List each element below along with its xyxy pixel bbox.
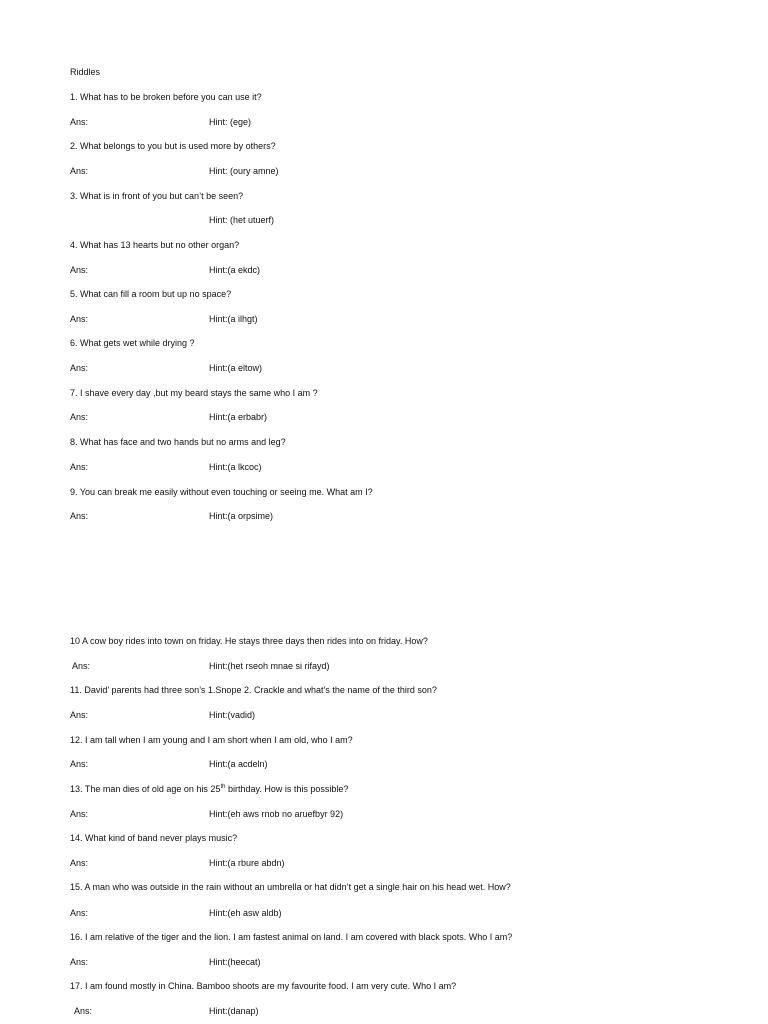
document-title: Riddles — [70, 67, 101, 77]
riddle-hint-7: Hint:(a erbabr) — [209, 412, 268, 422]
riddle-question-13-superscript: th — [220, 784, 226, 790]
riddle-answer-label-9: Ans: — [70, 511, 89, 521]
riddle-hint-1: Hint: (ege) — [209, 117, 252, 127]
riddle-hint-17: Hint:(danap) — [209, 1006, 259, 1016]
riddle-answer-label-10: Ans: — [72, 661, 91, 671]
riddle-hint-10: Hint:(het rseoh mnae si rifayd) — [209, 661, 330, 671]
riddle-question-3: 3. What is in front of you but can’t be seen? — [70, 191, 244, 201]
riddle-question-17: 17. I am found mostly in China. Bamboo shoots are my favourite food. I am very cute. Who I am? — [70, 981, 457, 991]
riddle-answer-label-4: Ans: — [70, 265, 89, 275]
riddle-question-11: 11. David’ parents had three son’s 1.Snope 2. Crackle and what’s the name of the third son? — [70, 685, 437, 695]
riddle-hint-9: Hint:(a orpsime) — [209, 511, 274, 521]
riddle-answer-label-13: Ans: — [70, 809, 89, 819]
riddle-answer-label-15: Ans: — [70, 908, 89, 918]
riddle-hint-11: Hint:(vadid) — [209, 710, 256, 720]
riddle-answer-label-5: Ans: — [70, 314, 89, 324]
riddle-answer-label-17: Ans: — [74, 1006, 93, 1016]
riddle-answer-label-14: Ans: — [70, 858, 89, 868]
riddle-answer-label-8: Ans: — [70, 462, 89, 472]
riddle-hint-5: Hint:(a ilhgt) — [209, 314, 258, 324]
riddle-question-13 — [70, 784, 348, 795]
riddle-question-10: 10 A cow boy rides into town on friday. He stays three days then rides into on friday. How? — [70, 636, 428, 646]
riddle-hint-6: Hint:(a eltow) — [209, 363, 263, 373]
riddle-question-8: 8. What has face and two hands but no arms and leg? — [70, 437, 286, 447]
riddle-hint-2: Hint: (oury amne) — [209, 166, 279, 176]
riddle-question-4: 4. What has 13 hearts but no other organ? — [70, 240, 240, 250]
riddle-hint-12: Hint:(a acdeln) — [209, 759, 268, 769]
riddle-question-6: 6. What gets wet while drying ? — [70, 338, 195, 348]
riddle-answer-label-16: Ans: — [70, 957, 89, 967]
riddle-question-13-start: 13. The man dies of old age on his 25 — [70, 784, 221, 794]
riddle-hint-13: Hint:(eh aws rnob no aruefbyr 92) — [209, 809, 344, 819]
riddle-question-1: 1. What has to be broken before you can use it? — [70, 92, 262, 102]
riddle-question-5: 5. What can fill a room but up no space? — [70, 289, 232, 299]
riddle-question-7: 7. I shave every day ,but my beard stays the same who I am ? — [70, 388, 318, 398]
riddle-hint-8: Hint:(a lkcoc) — [209, 462, 262, 472]
riddle-question-15: 15. A man who was outside in the rain without an umbrella or hat didn’t get a single hair on his head wet. How? — [70, 882, 511, 892]
riddle-hint-16: Hint:(heecat) — [209, 957, 261, 967]
riddle-question-16: 16. I am relative of the tiger and the lion. I am fastest animal on land. I am covered with black spots. Who I am? — [70, 932, 513, 942]
riddle-answer-label-12: Ans: — [70, 759, 89, 769]
riddle-hint-14: Hint:(a rbure abdn) — [209, 858, 285, 868]
riddle-question-2: 2. What belongs to you but is used more by others? — [70, 141, 276, 151]
riddle-answer-label-7: Ans: — [70, 412, 89, 422]
riddle-hint-3: Hint: (het utuerf) — [209, 215, 275, 225]
riddle-answer-label-1: Ans: — [70, 117, 89, 127]
riddle-answer-label-2: Ans: — [70, 166, 89, 176]
riddle-hint-4: Hint:(a ekdc) — [209, 265, 261, 275]
riddle-answer-label-11: Ans: — [70, 710, 89, 720]
riddle-question-13-end: birthday. How is this possible? — [225, 784, 349, 794]
riddle-question-14: 14. What kind of band never plays music? — [70, 833, 238, 843]
riddle-question-9: 9. You can break me easily without even touching or seeing me. What am I? — [70, 487, 373, 497]
riddle-answer-label-6: Ans: — [70, 363, 89, 373]
riddle-hint-15: Hint:(eh asw aldb) — [209, 908, 282, 918]
riddle-question-12: 12. I am tall when I am young and I am short when I am old, who I am? — [70, 735, 353, 745]
